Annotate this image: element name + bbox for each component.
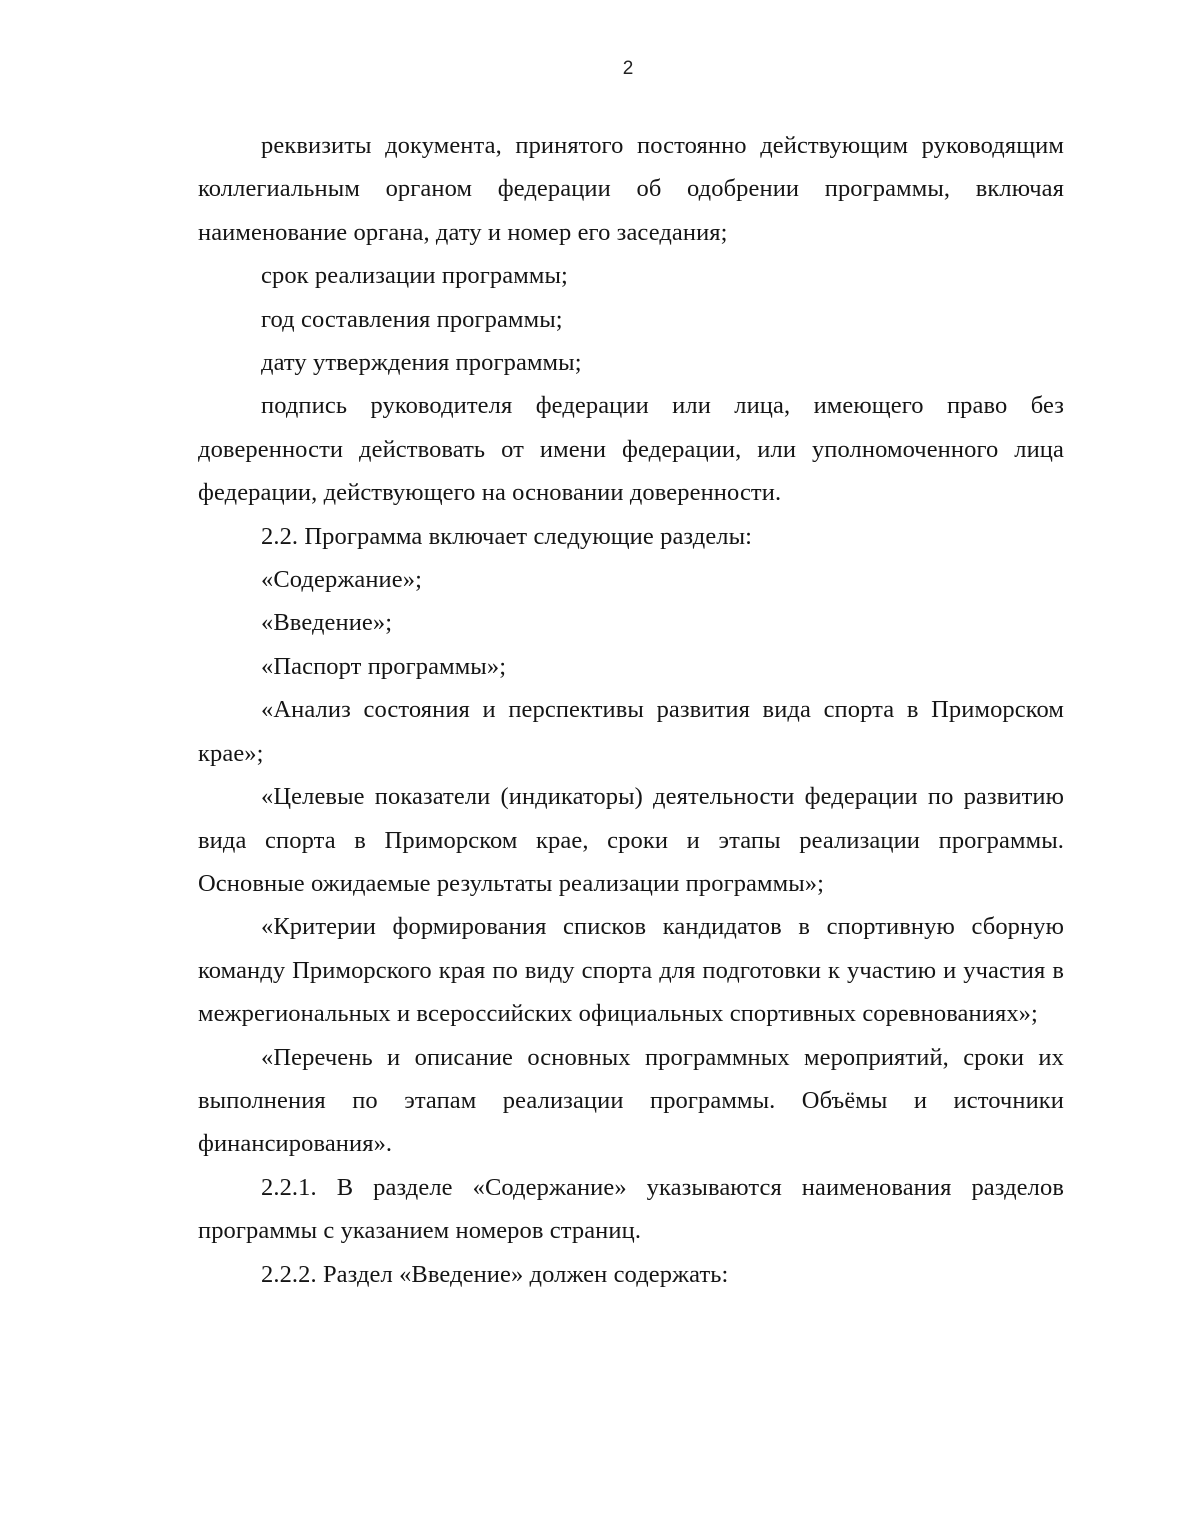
list-item-analysis: «Анализ состояния и перспективы развития вида спорта в Приморском крае»; <box>198 696 1064 767</box>
page-number: 2 <box>622 58 634 79</box>
paragraph-document-requisites: реквизиты документа, принятого постоянно действующим руководящим коллегиальным органом федерации об одобрении программы, включая наименование органа, дату и номер его заседания; <box>198 132 1064 246</box>
paragraph-section-2-2-1: 2.2.1. В разделе «Содержание» указываются наименования разделов программы с указанием номеров страниц. <box>198 1173 1064 1245</box>
paragraph-signature: подпись руководителя федерации или лица, имеющего право без доверенности действовать от имени федерации, или уполномоченного лица федерации, действующего на основании доверенности. <box>198 392 1064 507</box>
paragraph-section-2-2-2: 2.2.2. Раздел «Введение» должен содержать: <box>261 1260 729 1288</box>
list-item-passport: «Паспорт программы»; <box>261 652 507 680</box>
list-item-target-indicators: «Целевые показатели (индикаторы) деятельности федерации по развитию вида спорта в Приморском крае, сроки и этапы реализации программы. Основные ожидаемые результаты реализации программы»; <box>198 783 1064 897</box>
paragraph-implementation-period: срок реализации программы; <box>261 262 568 290</box>
paragraph-compilation-year: год составления программы; <box>261 305 563 333</box>
document-body <box>198 124 1064 1296</box>
list-item-criteria: «Критерии формирования списков кандидатов в спортивную сборную команду Приморского края по виду спорта для подготовки к участию и участия в межрегиональных и всероссийских официальных спортивных соревнованиях»; <box>198 913 1064 1028</box>
paragraph-approval-date: дату утверждения программы; <box>261 349 582 377</box>
list-item-introduction: «Введение»; <box>261 609 393 637</box>
list-item-activities: «Перечень и описание основных программных мероприятий, сроки их выполнения по этапам реализации программы. Объёмы и источники финансирования». <box>198 1043 1064 1158</box>
paragraph-section-2-2: 2.2. Программа включает следующие разделы: <box>261 522 753 550</box>
list-item-contents: «Содержание»; <box>261 566 422 594</box>
